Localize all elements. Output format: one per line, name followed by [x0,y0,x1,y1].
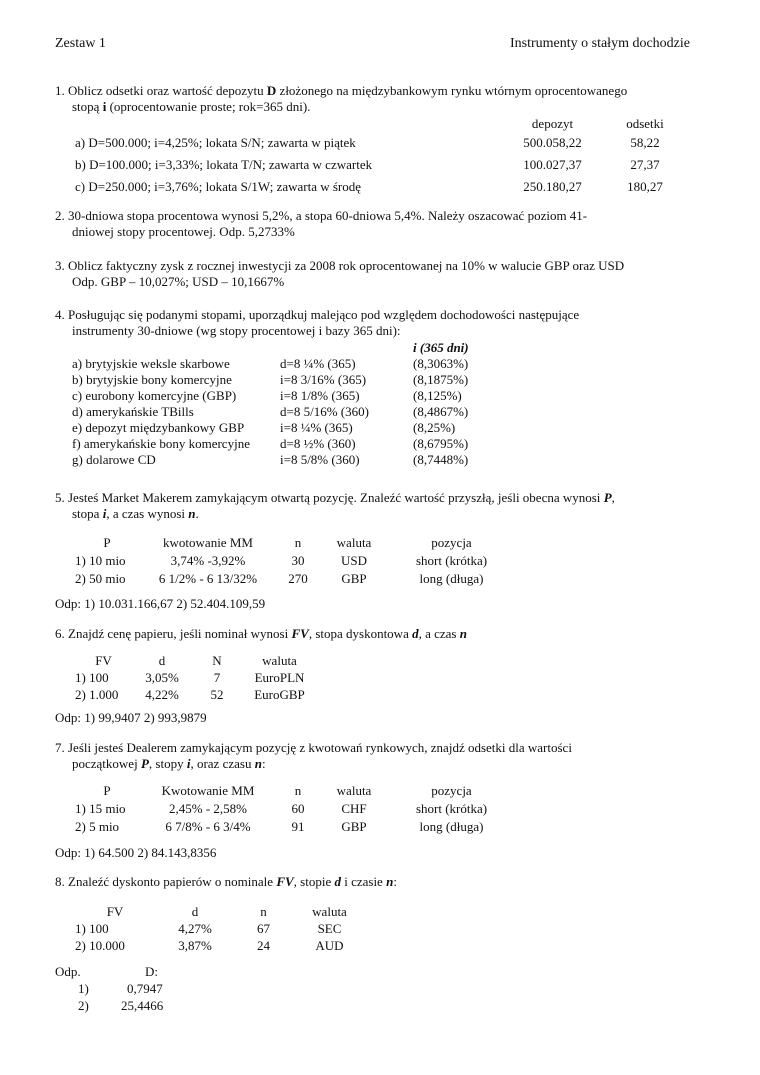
table-row: b) brytyjskie bony komercyjne i=8 3/16% (365) (8,1875%) [72,372,469,387]
problem-5-table: P kwotowanie MM n waluta pozycja 1) 10 mio 3,74% -3,92% 30 USD short (krótka) 2) 50 mio 6 1/2% - 6 13/32% 270 GBP long (długa) [75,534,514,588]
problem-8-table: FV d n waluta 1) 100 4,27% 67 SEC 2) 10.000 3,87% 24 AUD [75,903,367,954]
answer-column-header: D: [145,964,158,979]
table-row: d) amerykańskie TBills d=8 5/16% (360) (8,4867%) [72,404,469,419]
problem-number: 6. [55,626,65,641]
answer: Odp: 1) 10.031.166,67 2) 52.404.109,59 [55,596,266,611]
answer-number: 1) [78,981,89,996]
table-row: 1) 100 3,05% 7 EuroPLN [75,669,305,685]
table-row: 2) 1.000 4,22% 52 EuroGBP [75,686,305,702]
problem-7: 7. Jeśli jesteś Dealerem zamykającym pozycję z kwotowań rynkowych, znajdź odsetki dla wartości początkowej P, stopy i, oraz czasu n: [55,740,572,771]
table-row: 1) 100 4,27% 67 SEC [75,920,342,936]
table-row: 2) 10.000 3,87% 24 AUD [75,937,344,953]
problem-6: 6. Znajdź cenę papieru, jeśli nominał wynosi FV, stopa dyskontowa d, a czas n [55,626,467,641]
table-row: 1) 10 mio 3,74% -3,92% 30 USD short (krótka) [75,553,488,568]
problem-2: 2. 30-dniowa stopa procentowa wynosi 5,2%, a stopa 60-dniowa 5,4%. Należy oszacować poziom 41- dniowej stopy procentowej. Odp. 5,2733% [55,208,588,239]
table-row: g) dolarowe CD i=8 5/8% (360) (8,7448%) [72,452,469,467]
table-row: f) amerykańskie bony komercyjne d=8 ½% (360) (8,6795%) [72,436,469,451]
col-header: odsetki [626,115,664,131]
table-row: e) depozyt międzybankowy GBP i=8 ¼% (365) (8,25%) [72,420,456,435]
problem-5: 5. Jesteś Market Makerem zamykającym otwartą pozycję. Znaleźć wartość przyszłą, jeśli obecna wynosi P, stopa i, a czas wynosi n. [55,490,615,521]
table-row: 1) 15 mio 2,45% - 2,58% 60 CHF short (krótka) [75,801,488,816]
answer-value: 25,4466 [121,998,164,1013]
table-row: 2) 5 mio 6 7/8% - 6 3/4% 91 GBP long (długa) [75,819,484,834]
problem-1-table [75,115,685,198]
col-header: depozyt [531,115,574,131]
header-right: Instrumenty o stałym dochodzie [509,36,690,51]
problem-6-table: FV d N waluta 1) 100 3,05% 7 EuroPLN 2) 1.000 4,22% 52 EuroGBP [75,652,317,703]
table-row: b) D=100.000; i=3,33%; lokata T/N; zawarta w czwartek 100.027,37 27,37 [75,157,660,172]
problem-4: 4. Posługując się podanymi stopami, uporządkuj malejąco pod względem dochodowości następujące instrumenty 30-dniowe (wg stopy procentowej i bazy 365 dni): [55,307,580,338]
problem-number: 4. [55,307,65,322]
table-row: a) D=500.000; i=4,25%; lokata S/N; zawarta w piątek 500.058,22 58,22 [75,135,660,150]
problem-number: 2. [55,208,65,223]
table-row: a) brytyjskie weksle skarbowe d=8 ¼% (365) (8,3063%) [72,356,469,371]
problem-1: 1. Oblicz odsetki oraz wartość depozytu D złożonego na międzybankowym rynku wtórnym oprocentowanego stopą i (oprocentowanie proste; rok=365 dni). [55,83,628,114]
problem-number: 1. [55,83,65,98]
answer-number: 2) [78,998,89,1013]
col-header: i (365 dni) [413,340,469,355]
problem-3: 3. Oblicz faktyczny zysk z rocznej inwestycji za 2008 rok oprocentowanej na 10% w walucie GBP oraz USD Odp. GBP – 10,027%; USD – 10,1667% [55,258,625,289]
problem-4-table [72,340,513,468]
problem-number: 5. [55,490,65,505]
answer-value: 0,7947 [127,981,163,996]
header-left: Zestaw 1 [55,36,106,51]
problem-8: 8. Znaleźć dyskonto papierów o nominale FV, stopie d i czasie n: [55,874,397,889]
problem-number: 7. [55,740,65,755]
table-row: c) D=250.000; i=3,76%; lokata S/1W; zawarta w środę 250.180,27 180,27 [75,179,663,194]
answer: Odp: 1) 64.500 2) 84.143,8356 [55,845,217,860]
answer-label: Odp. [55,964,81,979]
problem-number: 8. [55,874,65,889]
answer: Odp: 1) 99,9407 2) 993,9879 [55,710,207,725]
table-row: 2) 50 mio 6 1/2% - 6 13/32% 270 GBP long (długa) [75,571,484,586]
problem-7-table: P Kwotowanie MM n waluta pozycja 1) 15 mio 2,45% - 2,58% 60 CHF short (krótka) 2) 5 mio 6 7/8% - 6 3/4% 91 GBP long (długa) [75,782,514,836]
problem-number: 3. [55,258,65,273]
table-row: c) eurobony komercyjne (GBP) i=8 1/8% (365) (8,125%) [72,388,462,403]
